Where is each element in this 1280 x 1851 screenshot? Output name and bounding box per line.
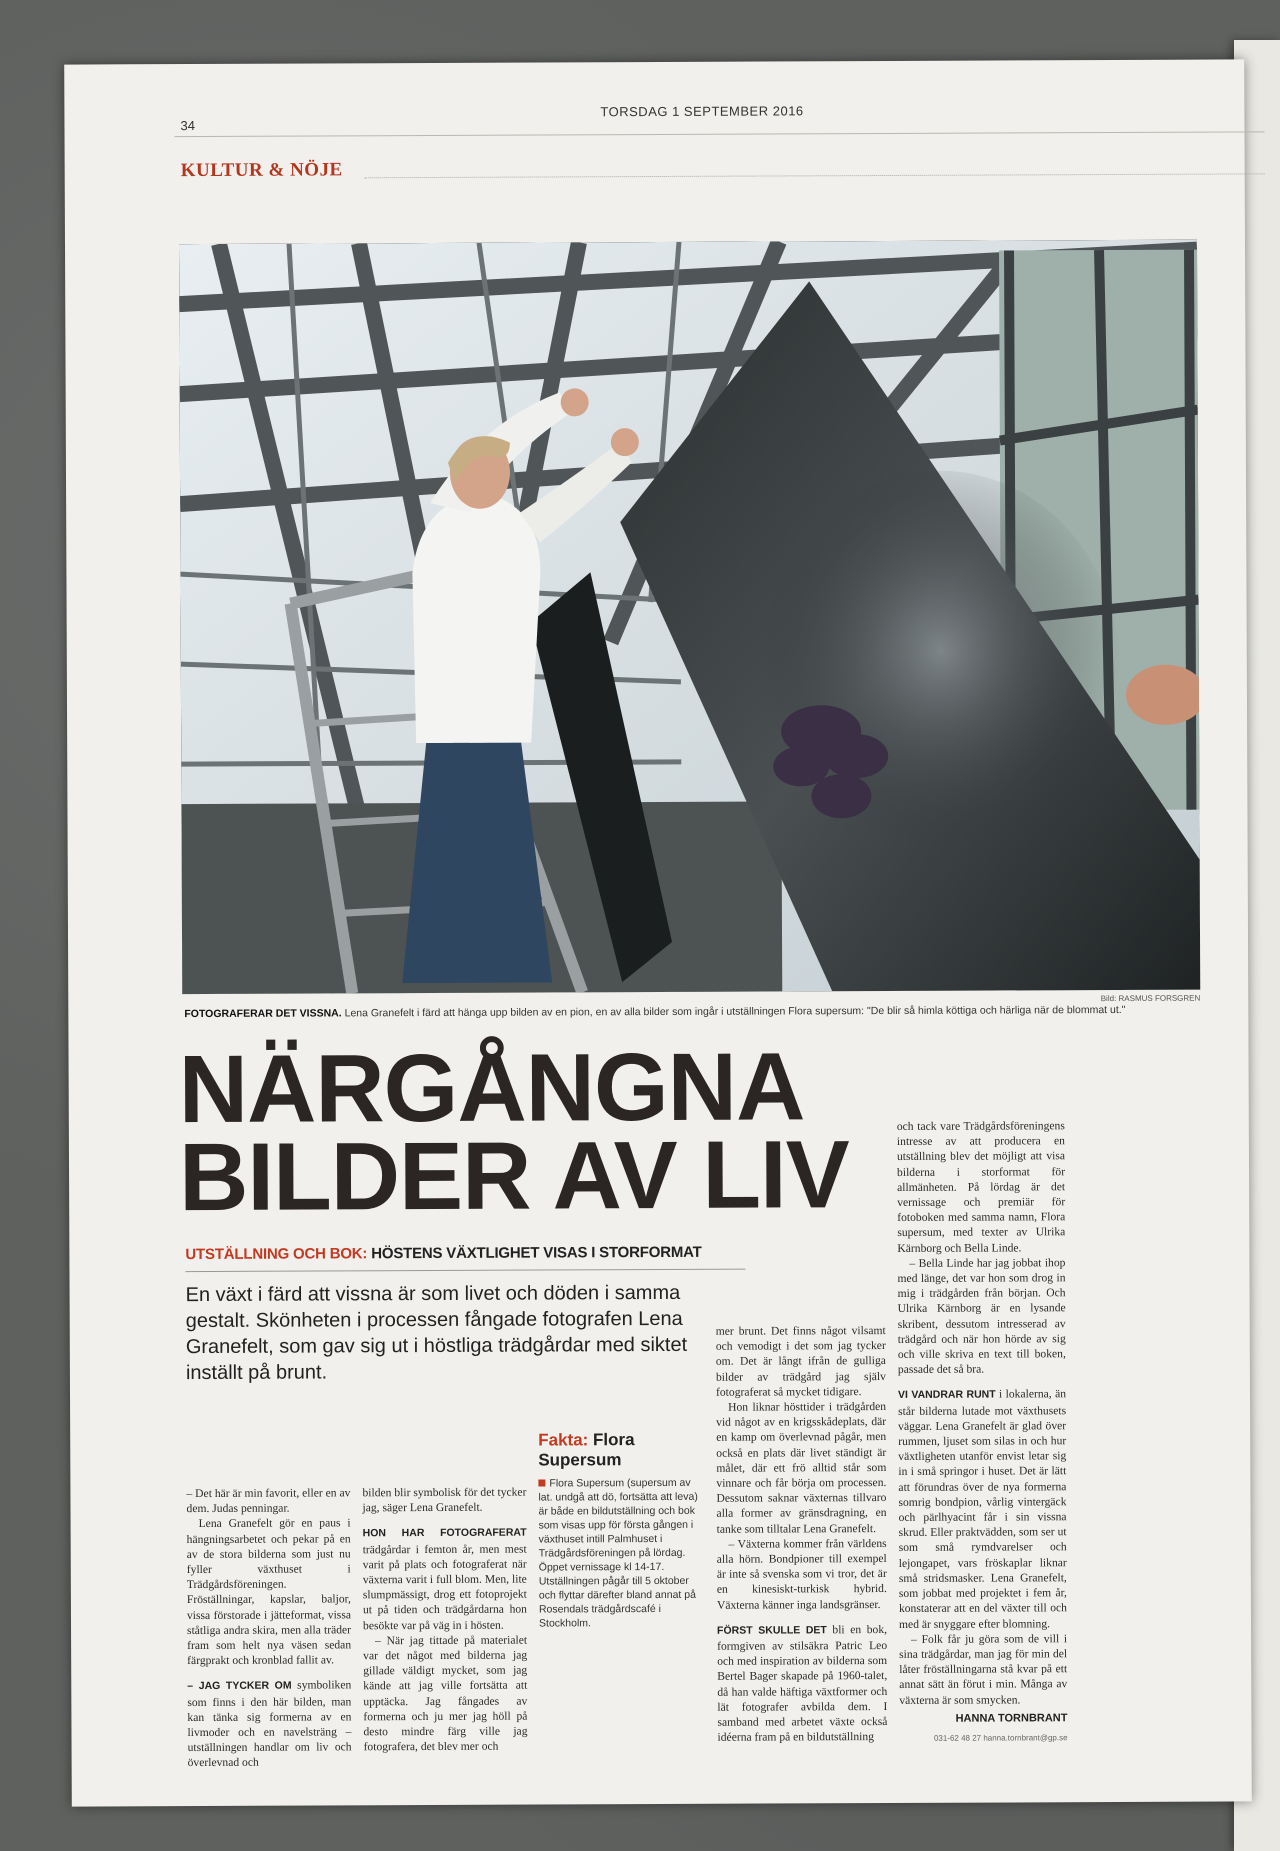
caption-lead: FOTOGRAFERAR DET VISSNA. — [184, 1007, 342, 1021]
fact-box — [538, 1430, 704, 1631]
fact-box-heading: Flora Supersum — [538, 1430, 635, 1470]
section-divider — [365, 173, 1265, 178]
paragraph: Lena Granefelt gör en paus i hängningsarbetet och pekar på en av de stora bilderna som just nu fyller växthuset i Trädgårdsföreningen. Fröställningar, kapslar, baljor, vissa förstorade i jätteformat, vissa ståtliga andra skira, men alla träder fram som helt nya väsen sedan färgprakt och kronblad fallit av. — [186, 1516, 352, 1668]
headline — [178, 1033, 849, 1232]
paragraph: Hon liknar hösttider i trädgården vid något av en krigsskådeplats, där en kamp om överlevnad pågår, men också en plats där livet ständigt är målet, där ett frö alltid står som vinnare och får börja om processen. Dessutom saknar växternas tillvaro alla former av gränsdragning, en tanke som tilltalar Lena Granefelt. — [716, 1400, 887, 1536]
ingress: En växt i färd att vissna är som livet och döden i samma gestalt. Skönheten i processen fångade fotografen Lena Granefelt, som gav sig ut i höstliga trädgårdar med siktet inställt på brunt. — [185, 1281, 688, 1385]
caption-text: Lena Granefelt i färd att hänga upp bilden av en pion, en av alla bilder som ingår i utställningen Flora supersum: "De blir så himla köttiga och härliga när de blommat ut." — [344, 1003, 1126, 1020]
paragraph: mer brunt. Det finns något vilsamt och vemodigt i det som jag tycker om. Det är långt ifrån de gulliga bilder av trädgård jag själv fotograferat så mycket tidigare. — [715, 1324, 886, 1399]
article-column-3 — [716, 1323, 888, 1745]
paragraph: – Folk får ju göra som de vill i sina trädgårdar, man jag för min del låter fröställningarna stå kvar på ett annat sätt än förut i min. Många av växterna är som smycken. — [899, 1631, 1068, 1707]
main-photo — [179, 240, 1200, 994]
headline-line-2: BILDER AV LIV — [178, 1121, 849, 1232]
paragraph-text: bli en bok, formgiven av stilsäkra Patric Leo och med inspiration av bilderna som Bertel Bager skapade på 1960-talet, då han valde häftiga växtformer och lät fotografer avbilda dem. I samband med arbetet växte också idéerna fram på en bildutställning — [717, 1622, 888, 1745]
section-title: KULTUR & NÖJE — [180, 159, 343, 182]
article-column-4 — [897, 1118, 1068, 1746]
page-content — [174, 59, 1272, 1806]
paragraph — [363, 1525, 527, 1633]
photo-caption — [184, 1004, 1194, 1020]
paragraph — [898, 1387, 1067, 1632]
paragraph: bilden blir symbolisk för det tycker jag, säger Lena Granefelt. — [362, 1485, 527, 1515]
paragraph-text: symboliken som finns i den här bilden, man kan tänka sig formerna av en livmoder och en navelsträng – utställningen handlar om liv och överlevnad och — [187, 1678, 352, 1770]
paragraph — [187, 1678, 351, 1771]
kicker-text: HÖSTENS VÄXTLIGHET VISAS I STORFORMAT — [371, 1243, 702, 1263]
kicker-label: UTSTÄLLNING OCH BOK: — [185, 1245, 368, 1264]
page-header — [174, 101, 1264, 137]
paragraph-lead: VI VANDRAR RUNT — [897, 1388, 996, 1402]
bullet-square-icon — [538, 1479, 545, 1486]
paragraph-lead: FÖRST SKULLE DET — [717, 1624, 827, 1637]
page-number: 34 — [180, 118, 195, 134]
headline-line-1: NÄRGÅNGNA — [178, 1033, 805, 1144]
page-date: TORSDAG 1 SEPTEMBER 2016 — [600, 103, 804, 120]
paragraph — [717, 1622, 888, 1745]
paragraph: – När jag tittade på materialet var det något med bilderna jag gillade väldigt mycket, som jag kände att jag ville fortsätta att upptäcka. Jag fångades av formerna och ju mer jag höll på desto mindre färg ville jag fotografera, det blev mer och — [363, 1633, 528, 1754]
newspaper-page — [64, 59, 1252, 1806]
fact-box-text: Flora Supersum (supersum av lat. undgå att dö, fortsätta att leva) är både en bildutställning och bok som visas upp för första gången i växthuset intill Palmhuset i Trädgårdsföreningen på lördag. Öppet vernissage kl 14-17. Utställningen pågår till 5 oktober och flyttar därefter bland annat på Rosendals trädgårdscafé i Stockholm. — [538, 1476, 698, 1630]
paragraph: – Bella Linde har jag jobbat ihop med länge, det var hon som drog in mig i trädgården från början. Och Ulrika Kärnborg är en lysande skribent, dessutom intresserad av trädgård och när hon hörde av sig och ville skriva en text till boken, passade det så bra. — [897, 1256, 1066, 1377]
article-column-1 — [186, 1485, 351, 1770]
paragraph-text: i lokalerna, än står bilderna lutade mot växthusets väggar. Lena Granefelt är glad över rummen, ljuset som silas in och hur växtligheten utanför envist letar sig in i små springor i huset. Det är lätt att förundras över de nya formerna somrig bondpion, vårlig vintergäck och pärlhyacint får i sin vissna skrud. Eller praktvädden, som ser ut som små rymdvarelser och lejongapet, vars fröskaplar liknar små stridsmasker. Lena Granefelt, som jobbat med projektet i fem år, konstaterar att en del växter till och med är snyggare efter blomning. — [898, 1387, 1067, 1631]
paragraph: och tack vare Trädgårdsföreningens intresse av att producera en utställning blev det möjligt att visa bilderna i storformat för allmänheten. På lördag är det vernissage och premiär för fotoboken med samma namn, Flora supersum, med texter av Ulrika Kärnborg och Bella Linde. — [896, 1119, 1066, 1255]
author-contact: 031-62 48 27 hanna.tornbrant@gp.se — [933, 1733, 1068, 1743]
photo-credit: Bild: RASMUS FORSGREN — [1100, 993, 1201, 1004]
paragraph-lead: – JAG TYCKER OM — [187, 1680, 292, 1693]
fact-box-title — [538, 1430, 703, 1471]
fact-box-body — [538, 1476, 704, 1631]
fact-box-label: Fakta: — [538, 1430, 589, 1450]
greenhouse-photo-illustration — [179, 240, 1200, 994]
article-column-2 — [362, 1485, 527, 1755]
paragraph: – Det här är min favorit, eller en av dem. Judas penningar. — [186, 1486, 351, 1516]
paragraph-text: trädgårdar i femton år, men mest varit på plats och fotograferat när växterna varit i full blom. Men, lite slumpmässigt, drog ett fotoprojekt ut på tiden och trädgårdarna hon besökte var på väg in i hösten. — [362, 1542, 527, 1632]
kicker — [185, 1244, 745, 1272]
paragraph-lead: HON HAR FOTOGRAFERAT — [362, 1526, 527, 1540]
paragraph: – Växterna kommer från världens alla hörn. Bondpioner till exempel är inte så svenska som vi tror, det är en kinesiskt-turkisk hybrid. Växterna känner inga landsgränser. — [716, 1536, 887, 1612]
byline: HANNA TORNBRANT — [955, 1711, 1068, 1725]
